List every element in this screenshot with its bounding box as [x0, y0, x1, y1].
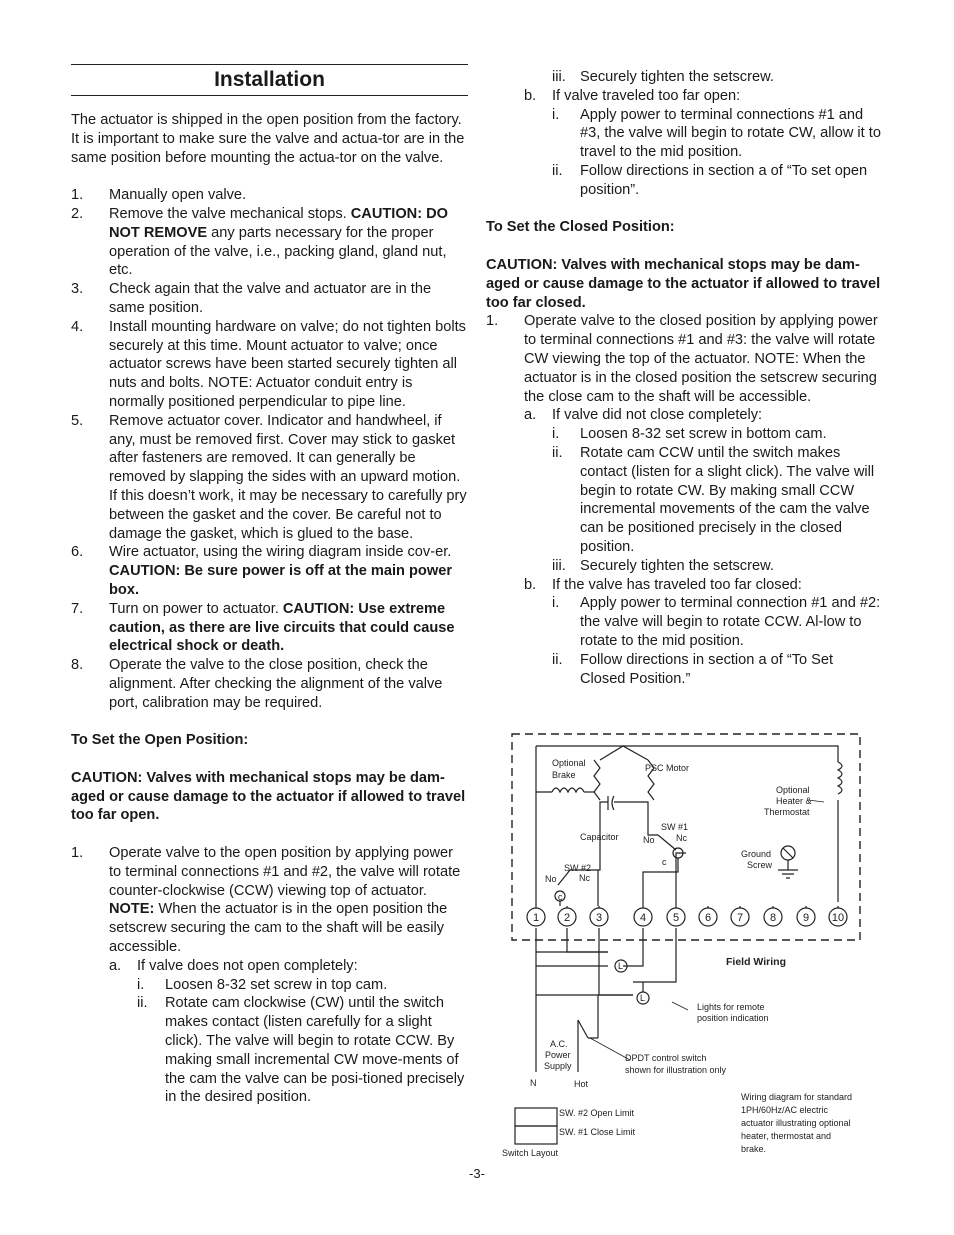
label-sw1-c: c — [662, 857, 667, 867]
label-optional-brake-1: Optional — [552, 758, 586, 768]
label-field-wiring: Field Wiring — [726, 956, 786, 968]
open-position-caution: CAUTION: Valves with mechanical stops may be dam-aged or cause damage to the actuator if allowed to travel too far open. — [71, 769, 466, 824]
installation-step-2: 2. Remove the valve mechanical stops. CAUTION: DO NOT REMOVE any parts necessary for the proper operation of the valve, i.e., packing gland, gland nut, etc. — [71, 205, 449, 279]
terminal-label-7: 7 — [736, 912, 744, 924]
switch-layout-sw1-box — [515, 1126, 557, 1144]
label-lights-2: position indication — [697, 1013, 769, 1023]
label-sw2: SW #2 — [564, 863, 592, 873]
closed-step-1b: b. If the valve has traveled too far closed: — [524, 576, 802, 593]
label-dpdt-1: DPDT control switch — [625, 1053, 707, 1063]
page-title: Installation — [214, 68, 325, 91]
label-ground-1: Ground — [741, 849, 772, 859]
terminal-label-4: 4 — [639, 912, 647, 924]
installation-step-6: 6. Wire actuator, using the wiring diagram inside cov-er. CAUTION: Be sure power is off at the main power box. — [71, 544, 452, 598]
label-hot: Hot — [574, 1079, 589, 1089]
open-step-1a-ii: ii. Rotate cam clockwise (CW) until the switch makes contact (listen carefully for a slight click). The valve will begin to rotate CCW. By making small incremental CW move-ments of the cam the valve can be posi-tioned precisely in the desired position. — [137, 995, 465, 1106]
label-sw2-nc: Nc — [579, 873, 590, 883]
label-ground-2: Screw — [747, 860, 773, 870]
wiring-diagram — [498, 720, 888, 1166]
page-number: -3- — [469, 1166, 485, 1181]
closed-step-1b-i: i. Apply power to terminal connection #1 and #2: the valve will begin to rotate CCW. Al-low to rotate to the mid position. — [552, 595, 881, 649]
terminal-label-9: 9 — [802, 912, 810, 924]
label-ac-2: Power — [545, 1050, 571, 1060]
brake-coil-icon — [552, 788, 584, 792]
intro-paragraph: The actuator is shipped in the open position from the factory. It is important to make sure the valve and actua-tor are in the same position before mounting the actua-tor on the valve. — [71, 112, 465, 166]
label-lights-1: Lights for remote — [697, 1002, 765, 1012]
installation-step-4: 4. Install mounting hardware on valve; do not tighten bolts securely at this time. Mount actuator to valve; once actuator screws have been started securely tighten all nuts and bolts. NOTE: Actuator conduit entry is normally positioned perpendicular to pipe line. — [71, 318, 466, 410]
open-step-1a-iii: iii. Securely tighten the setscrew. — [552, 69, 774, 85]
terminal-label-2: 2 — [563, 912, 571, 924]
terminal-strip — [527, 906, 847, 926]
capacitor-icon — [608, 796, 614, 810]
label-ac-3: Supply — [544, 1061, 572, 1071]
terminal-label-8: 8 — [769, 912, 777, 924]
label-sw1-no: No — [643, 835, 655, 845]
caption-line-5: brake. — [741, 1144, 767, 1154]
label-switch-layout: Switch Layout — [502, 1148, 559, 1158]
label-sw1-nc: Nc — [676, 833, 687, 843]
open-position-heading: To Set the Open Position: — [71, 732, 249, 749]
closed-step-1a: a. If valve did not close completely: — [524, 407, 763, 424]
label-optional-heater-2: Heater & — [776, 796, 812, 806]
left-column — [71, 64, 468, 1107]
installation-step-1: 1. Manually open valve. — [71, 187, 247, 204]
motor-winding-left-icon — [594, 760, 600, 800]
closed-position-caution: CAUTION: Valves with mechanical stops may be dam-aged or cause damage to the actuator if allowed to travel too far closed. — [486, 256, 881, 311]
closed-step-1a-iii: iii. Securely tighten the setscrew. — [552, 557, 774, 574]
label-capacitor: Capacitor — [580, 832, 619, 842]
sw1-contact — [658, 835, 676, 850]
closed-step-1a-ii: ii. Rotate cam CCW until the switch makes contact (listen for a slight click). The valve will begin to rotate CW. By making small CCW incremental movements of the cam the valve can be positioned precisely in the closed position. — [552, 444, 875, 555]
caption-line-2: 1PH/60Hz/AC electric — [741, 1105, 829, 1115]
installation-steps — [71, 186, 468, 712]
label-sw2-c: c — [558, 892, 563, 902]
terminal-label-3: 3 — [595, 912, 603, 924]
installation-step-8: 8. Operate the valve to the close position, check the alignment. After checking the alignment of the valve port, calibration may be required. — [71, 657, 443, 711]
label-sw1-limit: SW. #1 Close Limit — [559, 1127, 636, 1137]
closed-step-1a-i: i. Loosen 8-32 set screw in bottom cam. — [552, 426, 827, 443]
label-optional-heater-3: Thermostat — [764, 807, 810, 817]
label-sw2-no: No — [545, 874, 557, 884]
label-sw2-limit: SW. #2 Open Limit — [559, 1108, 635, 1118]
label-psc-motor: PSC Motor — [645, 763, 690, 773]
label-optional-heater-1: Optional — [776, 785, 810, 795]
caption-line-1: Wiring diagram for standard — [741, 1092, 853, 1102]
open-step-1b-i: i. Apply power to terminal connections #1 and #3, the valve will begin to rotate CW, allow it to travel to the mid position. — [552, 106, 881, 161]
label-optional-brake-2: Brake — [552, 770, 576, 780]
open-step-1a: a. If valve does not open completely: — [109, 957, 358, 974]
closed-position-heading: To Set the Closed Position: — [486, 219, 675, 236]
dpdt-switch — [578, 995, 598, 1050]
label-ac-1: A.C. — [550, 1039, 568, 1049]
installation-step-7: 7. Turn on power to actuator. CAUTION: Use extreme caution, as there are live circuits that could cause electrical shock or death. — [71, 600, 455, 655]
open-step-1: 1. Operate valve to the open position by applying power to terminal connections #1 and #2, the valve will rotate counter-clockwise (CCW) viewing top of actuator. NOTE: When the actuator is in the open position the setscrew securing the cam to the shaft will be easily accessible. — [71, 845, 461, 956]
open-step-1b-ii: ii. Follow directions in section a of “To set open position”. — [552, 162, 868, 198]
label-lamp-1: L — [618, 961, 624, 971]
terminal-label-6: 6 — [704, 912, 712, 924]
closed-step-1: 1. Operate valve to the closed position by applying power to terminal connections #1 and #3: the valve will rotate CW viewing the top of the actuator. NOTE: When the actuator is in the closed position the setscrew securing the close cam to the shaft will be accessible. — [486, 313, 878, 405]
switch-layout-sw2-box — [515, 1108, 557, 1126]
label-sw1: SW #1 — [661, 822, 689, 832]
label-dpdt-2: shown for illustration only — [625, 1065, 727, 1075]
right-column — [486, 68, 882, 688]
installation-step-5: 5. Remove actuator cover. Indicator and handwheel, if any, must be removed first. Cover may stick to gasket after fasteners are removed. It can generally be removed by slapping the sides with an upward motion. If this doesn’t work, it may be necessary to carefully pry between the gasket and the cover. Be careful not to damage the gasket, which is glued to the base. — [71, 412, 467, 542]
caption-line-4: heater, thermostat and — [741, 1131, 832, 1141]
closed-step-1b-ii: ii. Follow directions in section a of “To Set Closed Position.” — [552, 651, 834, 687]
open-step-1a-i: i. Loosen 8-32 set screw in top cam. — [137, 976, 388, 993]
heater-coil-icon — [838, 762, 842, 794]
terminal-label-10: 10 — [831, 912, 845, 924]
label-lamp-2: L — [640, 993, 646, 1003]
caption-line-3: actuator illustrating optional — [741, 1118, 851, 1128]
installation-step-3: 3. Check again that the valve and actuator are in the same position. — [71, 281, 432, 316]
terminal-label-1: 1 — [532, 912, 540, 924]
terminal-label-5: 5 — [672, 912, 680, 924]
open-step-1b: b. If valve traveled too far open: — [524, 87, 741, 104]
label-neutral: N — [530, 1078, 537, 1088]
